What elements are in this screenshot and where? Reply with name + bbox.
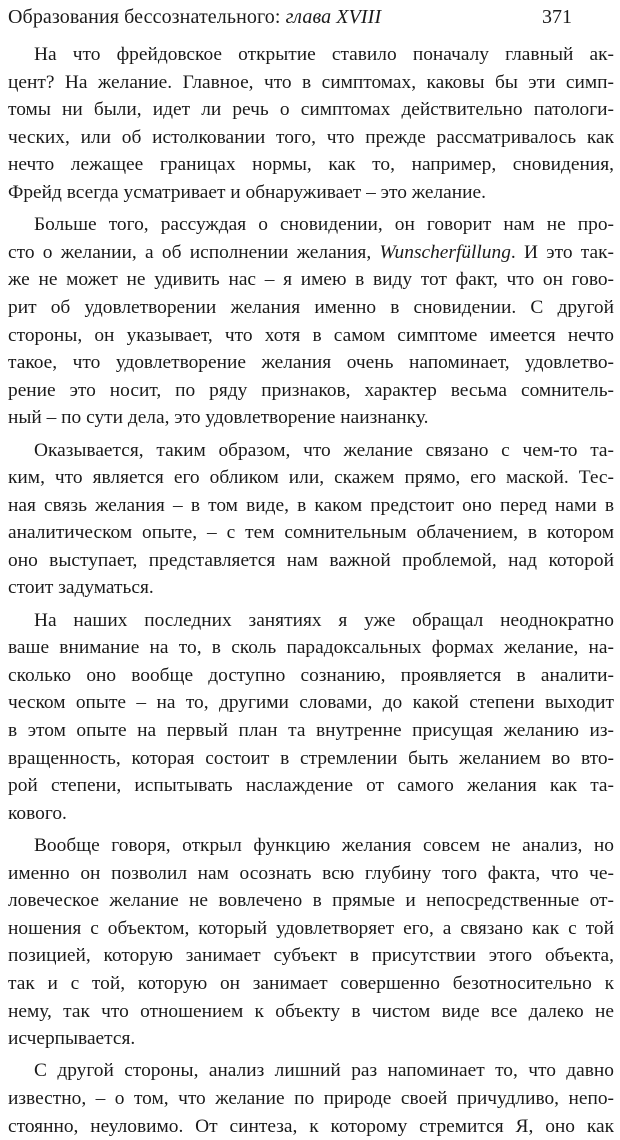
text-line: ческом опыте – на то, другими словами, до какой степени выходит [8,692,614,714]
italic-term: Wunscherfüllung [379,241,511,263]
text-line: такое, что удовлетворение желания очень напоминает, удовлетво- [8,352,614,374]
body-text [8,41,614,1140]
text-line: томы ни были, идет ли речь о симптомах действительно патологи- [8,99,614,121]
text-line: стоит задуматься. [8,577,154,599]
text-line: кового. [8,802,67,824]
text-line: ким, что является его обликом или, скажем прямо, его маской. Тес- [8,467,614,489]
text-line: Вообще говоря, открыл функцию желания совсем не анализ, но [34,835,614,856]
text-line: На наших последних занятиях я уже обращал неоднократно [34,609,614,631]
text-run: сто о желании, а об исполнении желания, [8,241,380,263]
text-line: Оказывается, таким образом, что желание связано с чем-то та- [34,439,614,461]
text-line: в этом опыте на первый план та внутренне присущая желанию из- [8,720,614,742]
text-line: ловеческое желание не вовлечено в прямые и непосредственные от- [8,890,614,912]
page-number: 371 [542,6,572,28]
running-head-chapter: глава XVIII [285,6,382,28]
paragraph [8,41,614,207]
paragraph [8,832,614,1053]
text-line: именно он позволил нам осознать всю глубину того факта, что че- [8,862,614,884]
text-line: ческих, или об истолковании того, что прежде рассматривалось как [8,126,614,148]
text-line: исчерпывается. [8,1028,136,1050]
text-line: стороны, он указывает, что хотя в самом симптоме имеется нечто [8,324,614,346]
text-run: . И это так- [510,241,614,263]
running-head [8,4,572,30]
paragraph [8,211,614,432]
text-line: рит об удовлетворении желания именно в сновидении. С другой [8,296,614,318]
text-line: позицией, которую занимает субъект в присутствии этого объекта, [8,945,614,967]
text-line: ный – по сути дела, это удовлетворение наизнанку. [8,407,429,429]
text-line: цент? На желание. Главное, что в симптомах, каковы бы эти симп- [8,71,614,93]
paragraph [8,437,614,603]
text-line [8,239,614,267]
paragraph [8,607,614,828]
text-line: ная связь желания – в том виде, в каком предстоит оно перед нами в [8,494,614,516]
running-head-title: Образования бессознательного: [8,6,286,28]
text-line: рой степени, испытывать наслаждение от самого желания как та- [8,775,614,797]
text-line: рение это носит, по ряду признаков, характер весьма сомнитель- [8,379,614,401]
text-line: стоянно, неуловимо. От синтеза, к которому стремится Я, оно как [8,1115,614,1137]
text-line: С другой стороны, анализ лишний раз напоминает то, что давно [34,1060,614,1082]
text-line: известно, – о том, что желание по природе своей причудливо, непо- [8,1087,614,1109]
text-line: Больше того, рассуждая о сновидении, он говорит нам не про- [34,214,614,236]
text-line: нечто лежащее границах нормы, как то, например, сновидения, [8,154,614,176]
text-line: же не может не удивить нас – я имею в виду тот факт, что он гово- [8,269,614,291]
text-line: На что фрейдовское открытие ставило поначалу главный ак- [34,44,614,65]
text-line: ваше внимание на то, в сколь парадоксальных формах желание, на- [8,637,614,659]
text-line: так и с той, которую он занимает совершенно безотносительно к [8,972,614,994]
text-line: нему, так что отношением к объекту в чистом виде все далеко не [8,1000,614,1022]
text-line: аналитическом опыте, – с тем сомнительным облачением, в котором [8,522,614,544]
text-line: Фрейд всегда усматривает и обнаруживает – это желание. [8,181,486,203]
text-line: ношения с объектом, который удовлетворяет его, а связано как с той [8,917,614,939]
paragraph [8,1057,614,1140]
text-line: вращенность, которая состоит в стремлении быть желанием во вто- [8,747,614,769]
text-line: оно выступает, представляется нам важной проблемой, над которой [8,549,614,571]
text-line: сколько оно вообще доступно сознанию, проявляется в аналити- [8,664,614,686]
